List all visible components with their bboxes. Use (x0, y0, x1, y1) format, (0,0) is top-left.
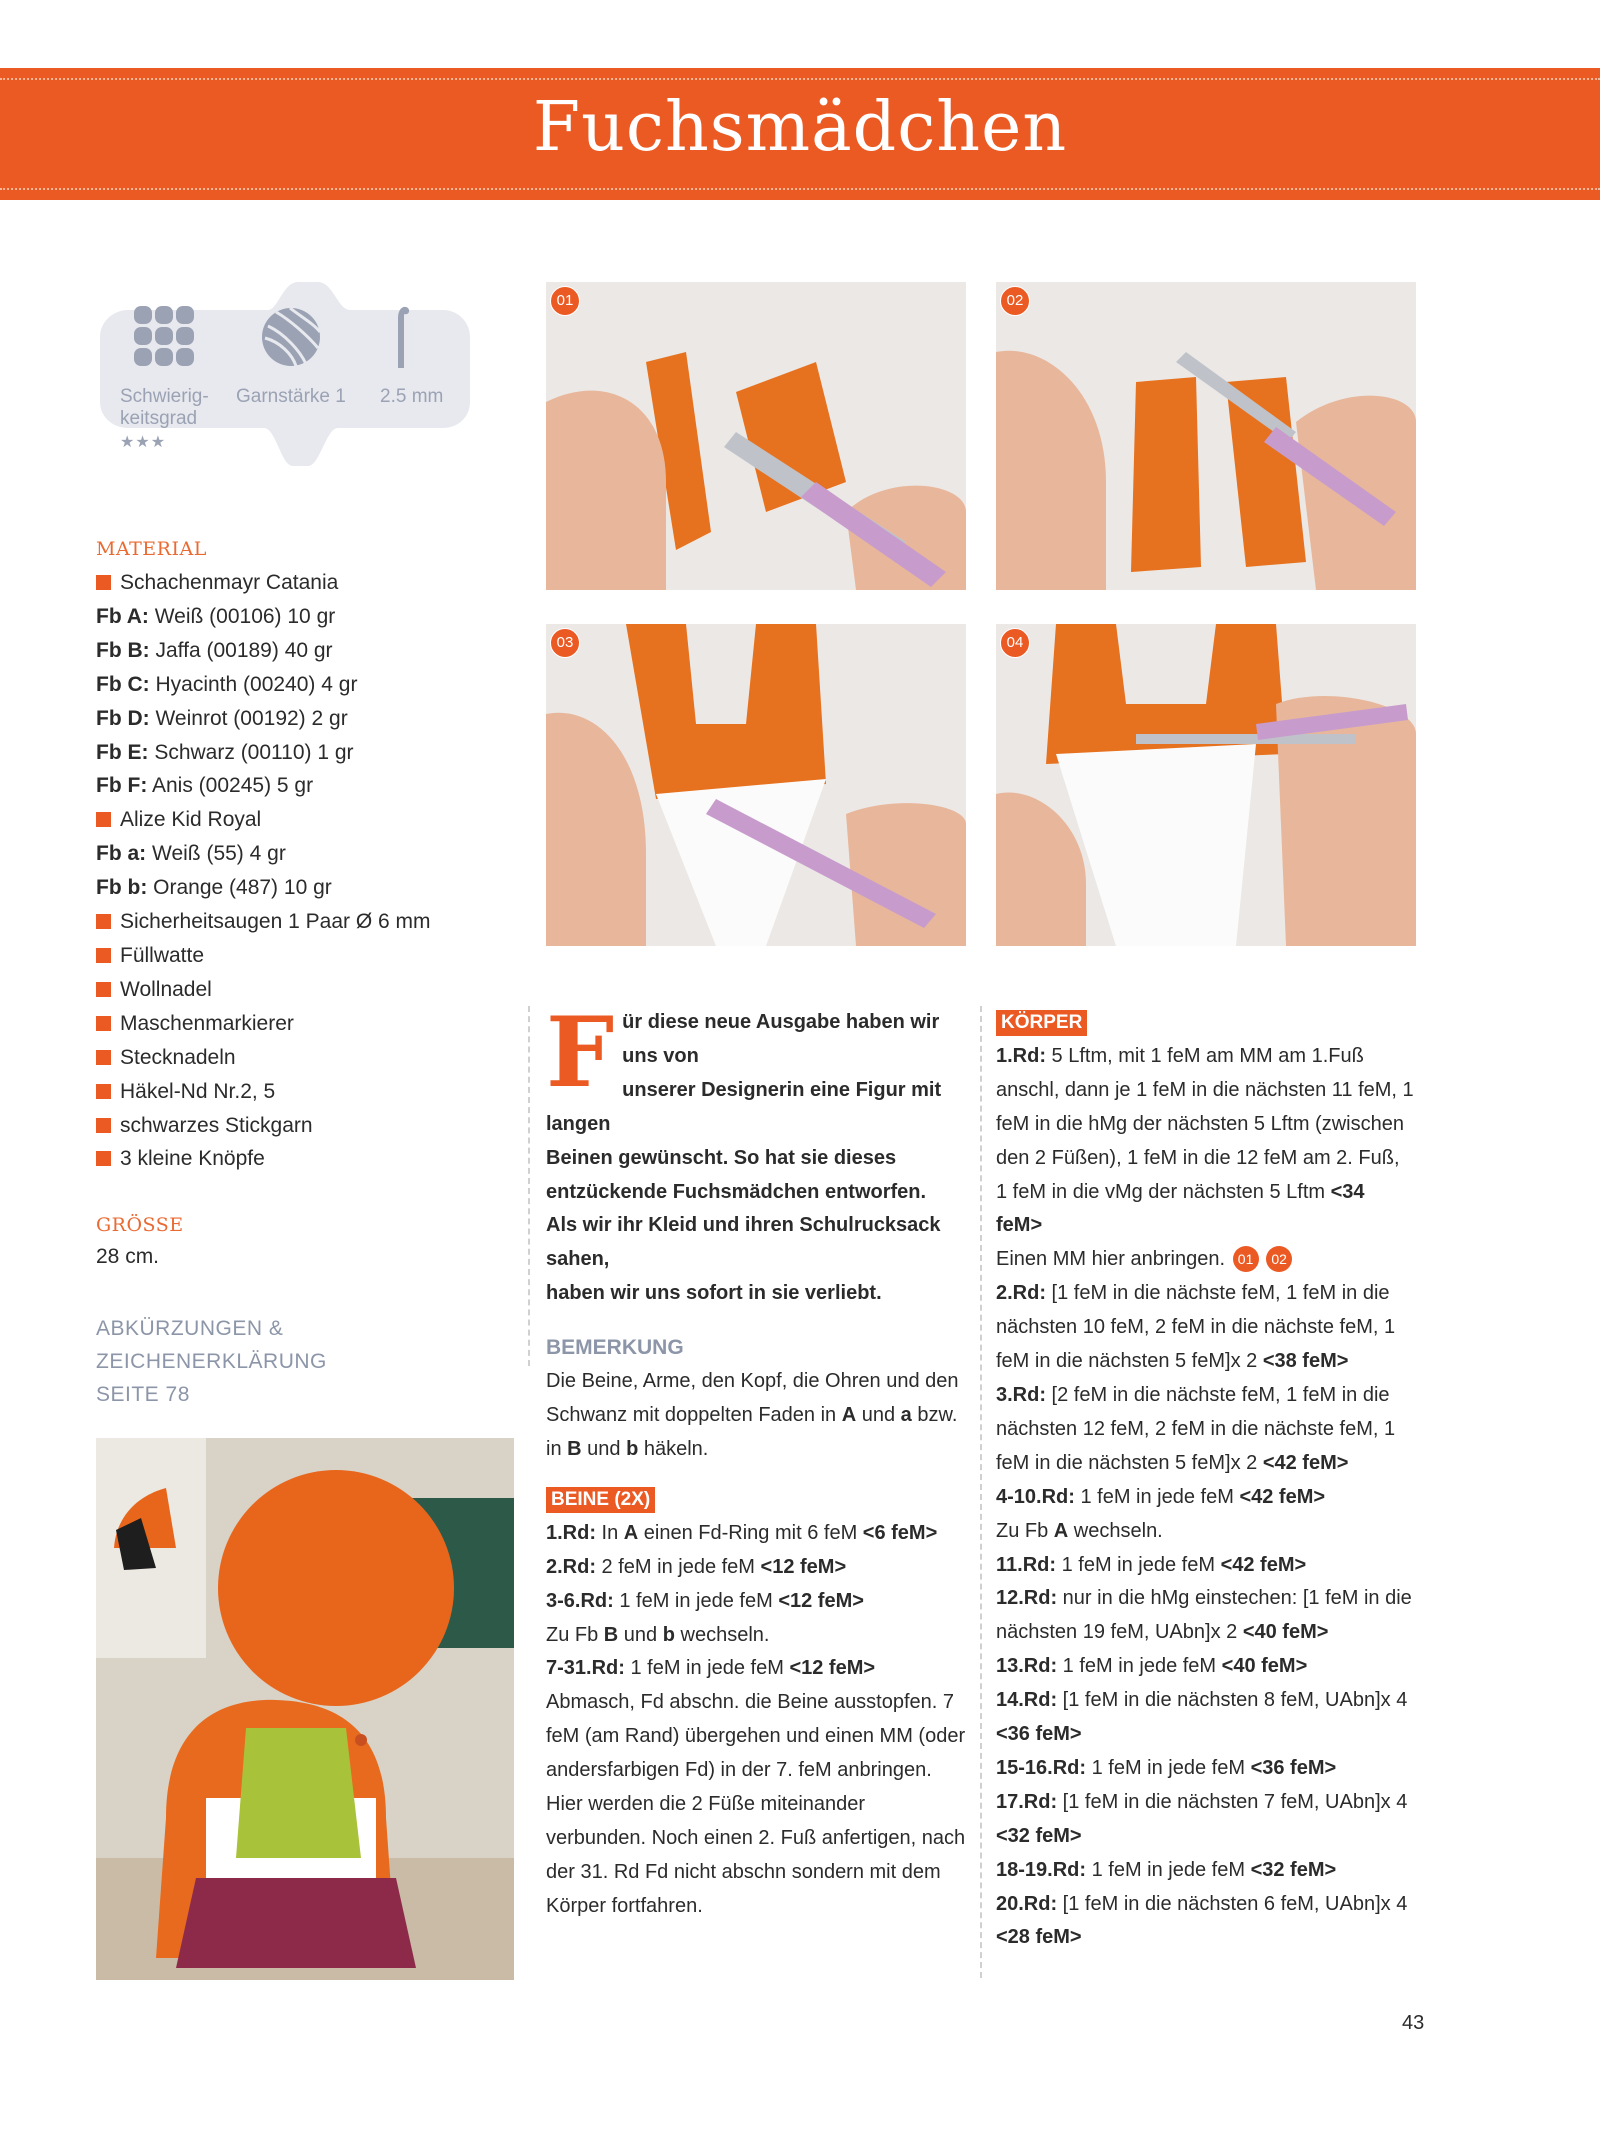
material-item-text: Jaffa (00189) 40 gr (149, 638, 333, 662)
text: 1 feM in jede feM (1086, 1756, 1251, 1779)
text: 1 feM in jede feM (1057, 1655, 1222, 1678)
text: 1 feM in jede feM (613, 1589, 779, 1612)
material-color-code: Fb F: (96, 774, 148, 798)
bold-text: <12 feM> (789, 1657, 876, 1680)
text: Zu Fb (996, 1519, 1054, 1542)
size-section (96, 1214, 476, 1273)
bold-text: <6 feM> (862, 1521, 938, 1544)
step-photo-03 (546, 624, 966, 946)
text: nur in die hMg einstechen: [1 feM in die nächsten 19 feM, UAbn]x 2 (996, 1587, 1412, 1644)
legs-heading: BEINE (2X) (546, 1487, 655, 1513)
material-item-text: Hyacinth (00240) 4 gr (149, 672, 358, 696)
text (1259, 1248, 1265, 1270)
material-item-text: 3 kleine Knöpfe (120, 1147, 265, 1171)
middle-column (546, 996, 966, 1924)
instruction-row (996, 1854, 1416, 1888)
material-item (96, 1109, 476, 1143)
title-banner (0, 68, 1600, 200)
material-item-text: Anis (00245) 5 gr (147, 774, 314, 798)
bold-text: 1.Rd: (996, 1044, 1046, 1067)
step-badge-02: 02 (1000, 286, 1030, 316)
body-heading: KÖRPER (996, 1010, 1087, 1036)
instruction-row (996, 1549, 1416, 1583)
bold-text: 12.Rd: (996, 1587, 1058, 1610)
bold-text: 13.Rd: (996, 1655, 1058, 1678)
abbrev-line-2: SEITE 78 (96, 1383, 190, 1406)
instruction-row (996, 1243, 1416, 1277)
difficulty-stars: ★★★ (120, 434, 167, 451)
instruction-row (996, 1752, 1416, 1786)
banner-dotted-line-top (0, 78, 1600, 80)
bold-text: <42 feM> (1239, 1485, 1326, 1508)
size-value: 28 cm. (96, 1245, 160, 1268)
bullet-square-icon (96, 948, 111, 963)
material-item (96, 566, 476, 600)
bold-text: <40 feM> (1242, 1621, 1329, 1644)
text: und (581, 1437, 627, 1460)
step-photo-02 (996, 282, 1416, 590)
bold-text: 14.Rd: (996, 1689, 1058, 1712)
text: und (856, 1404, 901, 1427)
instruction-row (996, 1040, 1416, 1243)
text: [1 feM in die nächsten 6 feM, UAbn]x 4 (1057, 1892, 1408, 1915)
text: 2 feM in jede feM (596, 1555, 761, 1578)
body-instructions (996, 1040, 1416, 1955)
text: 5 Lftm, mit 1 feM am MM am 1.Fuß anschl, dann je 1 feM in die nächsten 11 feM, 1 feM in die hMg der nächsten 5 Lftm (zwischen den 2 Füßen), 1 feM in die 12 feM am 2. Fuß, 1 feM in die vMg der nächsten 5 Lftm (996, 1044, 1414, 1203)
bold-text: b (662, 1623, 675, 1646)
difficulty-label (120, 386, 209, 430)
page-title: Fuchsmädchen (532, 88, 1068, 167)
bold-text: 18-19.Rd: (996, 1858, 1087, 1881)
material-item (96, 668, 476, 702)
text: wechseln. (1068, 1519, 1163, 1542)
bullet-square-icon (96, 1050, 111, 1065)
material-item (96, 600, 476, 634)
material-item-text: Wollnadel (120, 977, 212, 1001)
yarn-ball-icon (260, 306, 322, 368)
instruction-row (996, 1379, 1416, 1481)
material-item-text: Weiß (00106) 10 gr (148, 604, 336, 628)
bold-text: B (603, 1623, 619, 1646)
bold-text: <36 feM> (1250, 1756, 1337, 1779)
instruction-row (996, 1582, 1416, 1650)
text: In (596, 1521, 624, 1544)
material-item-text: Weinrot (00192) 2 gr (149, 706, 348, 730)
instruction-row (996, 1786, 1416, 1854)
yarn-weight-label: Garnstärke 1 (236, 386, 346, 407)
intro-line: entzückende Fuchsmädchen entworfen. (546, 1180, 927, 1203)
column-divider-right (980, 1006, 982, 1978)
bold-text: 17.Rd: (996, 1790, 1058, 1813)
step-photo-01 (546, 282, 966, 590)
step-reference-badge: 02 (1266, 1246, 1292, 1272)
bold-text: 1.Rd: (546, 1521, 596, 1544)
instruction-row (546, 1585, 966, 1619)
bullet-square-icon (96, 1016, 111, 1031)
abbrev-line-1: ABKÜRZUNGEN & ZEICHENERKLÄRUNG (96, 1317, 327, 1373)
material-color-code: Fb D: (96, 706, 150, 730)
step-badge-01: 01 (550, 286, 580, 316)
instruction-row (546, 1619, 966, 1653)
bold-text: <40 feM> (1221, 1655, 1308, 1678)
bold-text: 20.Rd: (996, 1892, 1058, 1915)
material-list (96, 566, 476, 1176)
material-item-text: Häkel-Nd Nr.2, 5 (120, 1079, 276, 1103)
material-color-code: Fb a: (96, 842, 147, 866)
step-photo-01-illustration (546, 282, 966, 590)
step-photo-04-illustration (996, 624, 1416, 946)
material-color-code: Fb C: (96, 672, 150, 696)
bullet-square-icon (96, 982, 111, 997)
text: 1 feM in jede feM (624, 1657, 790, 1680)
bold-text: 3.Rd: (996, 1383, 1046, 1406)
bold-text: 3-6.Rd: (546, 1589, 614, 1612)
text: 1 feM in jede feM (1086, 1858, 1251, 1881)
bold-text: <12 feM> (760, 1555, 847, 1578)
material-item (96, 905, 476, 939)
bold-text: <38 feM> (1262, 1350, 1349, 1373)
step-photo-04 (996, 624, 1416, 946)
material-item (96, 1142, 476, 1176)
instruction-row (546, 1686, 966, 1923)
bullet-square-icon (96, 812, 111, 827)
text: bzw. in (546, 1404, 958, 1460)
material-item (96, 973, 476, 1007)
material-item-text: Füllwatte (120, 943, 205, 967)
difficulty-label-line-1: Schwierig- (120, 386, 209, 407)
material-item-text: Stecknadeln (120, 1045, 236, 1069)
step-badge-03: 03 (550, 628, 580, 658)
fox-girl-illustration (96, 1438, 514, 1980)
text: häkeln. (638, 1437, 709, 1460)
instruction-row (996, 1481, 1416, 1515)
material-item-text: Schachenmayr Catania (120, 571, 339, 594)
bold-text: 2.Rd: (546, 1555, 596, 1578)
material-color-code: Fb E: (96, 740, 149, 764)
bold-text: <12 feM> (778, 1589, 864, 1612)
text: 1 feM in jede feM (1056, 1553, 1221, 1576)
crochet-hook-icon (390, 304, 414, 370)
material-section (96, 538, 476, 1176)
text: Einen MM hier anbringen. (996, 1248, 1231, 1271)
material-item-text: Alize Kid Royal (120, 808, 262, 832)
remark-heading: BEMERKUNG (546, 1336, 684, 1360)
abbrev-section (96, 1312, 476, 1411)
step-photo-02-illustration (996, 282, 1416, 590)
bold-text: <34 feM> (996, 1180, 1365, 1237)
bold-text: <28 feM> (996, 1926, 1082, 1949)
text: einen Fd-Ring mit 6 feM (638, 1521, 863, 1544)
material-item (96, 769, 476, 803)
bold-text: a (900, 1404, 912, 1427)
bold-text: 11.Rd: (996, 1553, 1057, 1576)
intro-dropcap: F (546, 996, 615, 1109)
text: Zu Fb (546, 1623, 604, 1646)
bullet-square-icon (96, 1151, 111, 1166)
bold-text: b (626, 1437, 639, 1460)
intro-line: unserer Designerin eine Figur mit langen (546, 1078, 942, 1135)
step-photo-03-illustration (546, 624, 966, 946)
column-divider-middle (528, 1006, 530, 1366)
material-heading: MATERIAL (96, 538, 207, 560)
material-item (96, 837, 476, 871)
material-color-code: Fb A: (96, 604, 149, 628)
step-badge-04: 04 (1000, 628, 1030, 658)
bold-text: A (841, 1404, 857, 1427)
material-color-code: Fb b: (96, 876, 148, 900)
text: Die Beine, Arme, den Kopf, die Ohren und den Schwanz mit doppelten Faden in (546, 1370, 959, 1427)
material-item (96, 634, 476, 668)
remark-text (546, 1365, 966, 1467)
bold-text: 2.Rd: (996, 1282, 1046, 1305)
bold-text: 15-16.Rd: (996, 1756, 1087, 1779)
instruction-row (996, 1888, 1416, 1956)
bold-text: A (623, 1521, 639, 1544)
text: 1 feM in jede feM (1074, 1485, 1240, 1508)
step-reference-badge: 01 (1233, 1246, 1259, 1272)
bullet-square-icon (96, 1118, 111, 1133)
bold-text: <42 feM> (1220, 1553, 1307, 1576)
material-item (96, 1007, 476, 1041)
bold-text: <36 feM> (996, 1723, 1082, 1746)
text: wechseln. (674, 1623, 770, 1646)
bold-text: B (567, 1437, 582, 1460)
material-item (96, 803, 476, 837)
instruction-row (546, 1652, 966, 1686)
material-color-code: Fb B: (96, 638, 150, 662)
intro-line: Beinen gewünscht. So hat sie dieses (546, 1146, 897, 1169)
bold-text: 4-10.Rd: (996, 1485, 1075, 1508)
bullet-square-icon (96, 1084, 111, 1099)
material-item (96, 871, 476, 905)
intro-paragraph (546, 996, 966, 1311)
page-number: 43 (1402, 2012, 1425, 2034)
text: [1 feM in die nächsten 8 feM, UAbn]x 4 (1057, 1689, 1408, 1712)
text: [2 feM in die nächste feM, 1 feM in die nächsten 12 feM, 2 feM in die nächste feM, 1 feM in die nächsten 5 feM]x 2 (996, 1383, 1396, 1474)
material-item (96, 702, 476, 736)
material-item-text: Maschenmarkierer (120, 1011, 294, 1035)
banner-dotted-line-bottom (0, 188, 1600, 190)
bold-text: <32 feM> (996, 1824, 1082, 1847)
bold-text: <32 feM> (1250, 1858, 1337, 1881)
material-item-text: Orange (487) 10 gr (147, 876, 332, 900)
intro-line: ür diese neue Ausgabe haben wir uns von (622, 1011, 940, 1067)
material-item (96, 1075, 476, 1109)
material-item-text: Weiß (55) 4 gr (146, 842, 286, 866)
legs-instructions (546, 1517, 966, 1924)
material-item-text: schwarzes Stickgarn (120, 1113, 313, 1137)
text: Abmasch, Fd abschn. die Beine ausstopfen. 7 feM (am Rand) übergehen und einen MM (oder andersfarbigen Fd) in der 7. feM anbringen. Hier werden die 2 Füße miteinander verbunden. Noch einen 2. Fuß anfertigen, nach der 31. Rd Fd nicht abschn sondern mit dem Körper fortfahren. (546, 1691, 966, 1917)
material-item (96, 736, 476, 770)
material-item (96, 939, 476, 973)
hook-size-label: 2.5 mm (380, 386, 444, 407)
material-item-text: Sicherheitsaugen 1 Paar Ø 6 mm (120, 910, 431, 934)
instruction-row (996, 1650, 1416, 1684)
text: und (618, 1623, 663, 1646)
instruction-row (996, 1515, 1416, 1549)
text: [1 feM in die nächsten 7 feM, UAbn]x 4 (1057, 1790, 1408, 1813)
size-heading: GRÖSSE (96, 1214, 184, 1236)
material-item (96, 1041, 476, 1075)
difficulty-icon (132, 304, 196, 368)
instruction-row (996, 1684, 1416, 1752)
bold-text: <42 feM> (1262, 1451, 1349, 1474)
instruction-row (546, 1551, 966, 1585)
material-item-text: Schwarz (00110) 1 gr (148, 740, 354, 764)
bold-text: 7-31.Rd: (546, 1657, 625, 1680)
bullet-square-icon (96, 914, 111, 929)
bold-text: A (1053, 1519, 1069, 1542)
right-column (996, 1006, 1416, 1955)
instruction-row (546, 1517, 966, 1551)
text: [1 feM in die nächste feM, 1 feM in die nächsten 10 feM, 2 feM in die nächste feM, 1 feM in die nächsten 5 feM]x 2 (996, 1282, 1396, 1373)
instruction-row (996, 1277, 1416, 1379)
intro-line: Als wir ihr Kleid und ihren Schulrucksack sahen, (546, 1214, 941, 1271)
intro-line: haben wir uns sofort in sie verliebt. (546, 1282, 882, 1305)
bullet-square-icon (96, 575, 111, 590)
fox-girl-photo (96, 1438, 514, 1980)
difficulty-label-line-2: keitsgrad (120, 408, 198, 429)
